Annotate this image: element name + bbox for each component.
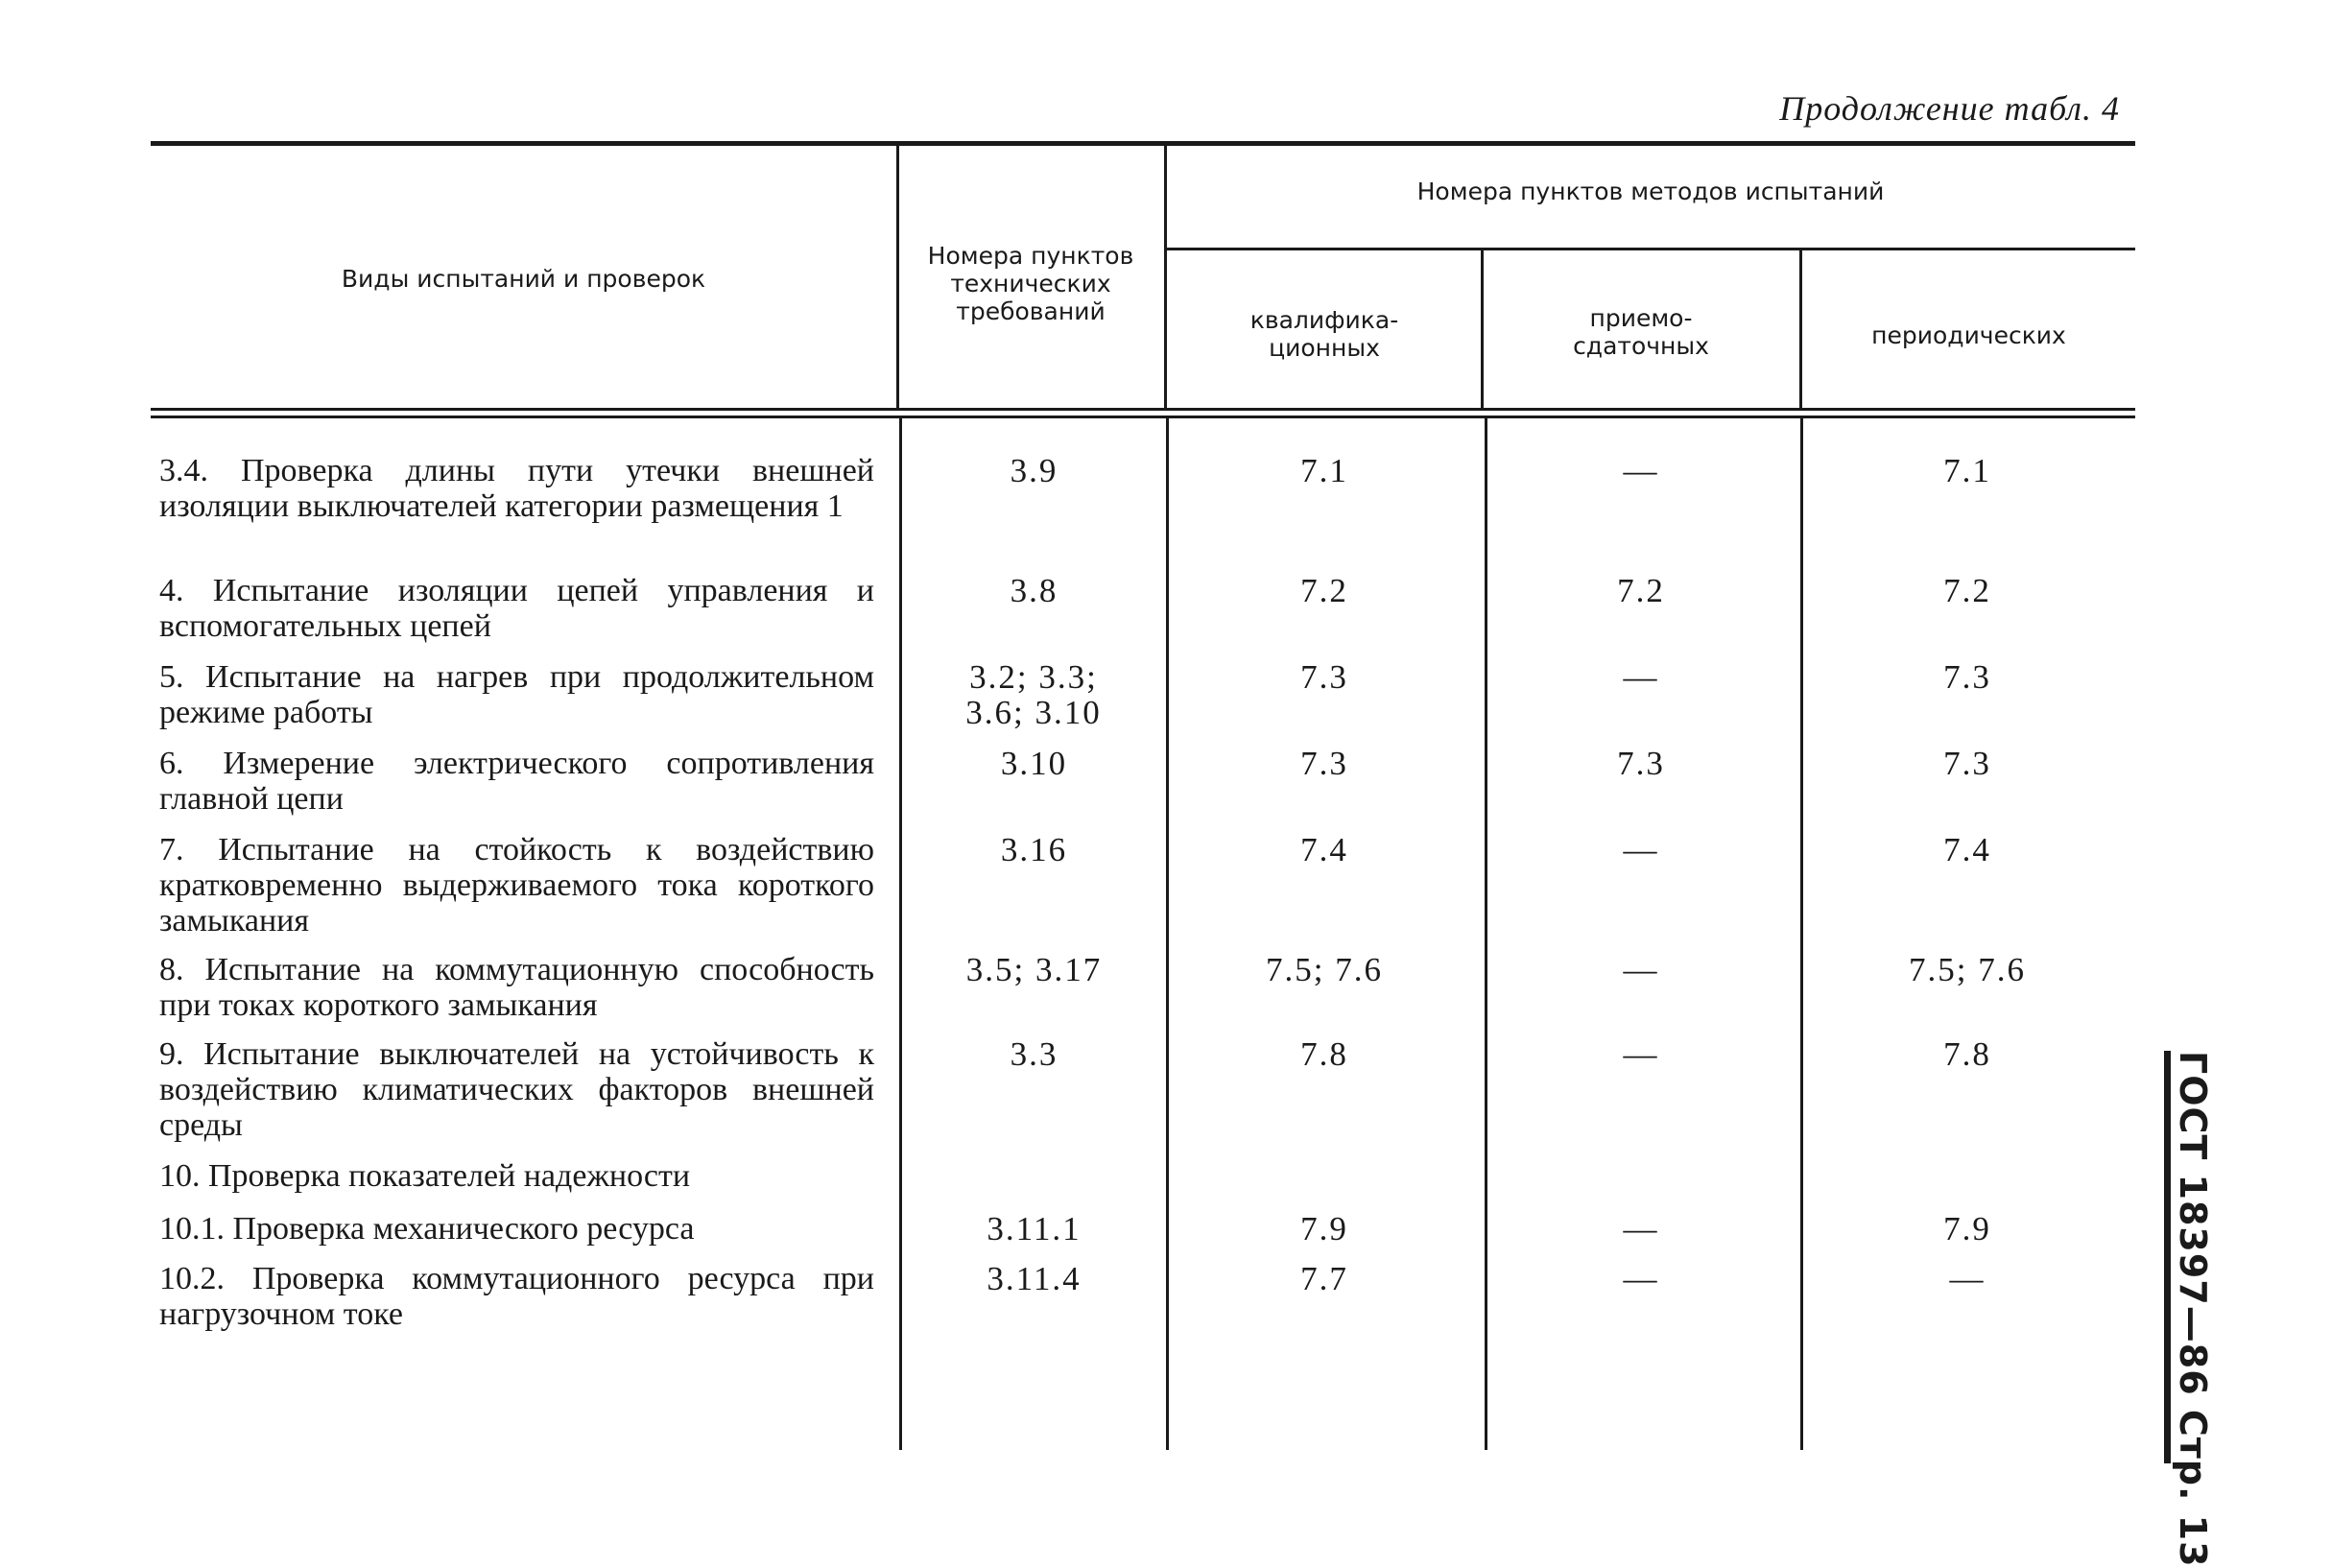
methods-subheader-rule bbox=[1166, 248, 2135, 250]
requirement-ref: 3.5; 3.17 bbox=[965, 951, 1103, 988]
periodic-ref: 7.9 bbox=[1943, 1210, 1991, 1247]
header-test-types: Виды испытаний и проверок bbox=[341, 265, 706, 293]
acceptance-ref: — bbox=[1623, 1210, 1659, 1247]
periodic-ref: — bbox=[1949, 1260, 1986, 1297]
qualification-ref: 7.4 bbox=[1300, 831, 1348, 868]
test-name: 9. Испытание выключателей на устойчивость к воздействию климатических факторов внешней среды bbox=[159, 1036, 874, 1143]
qualification-ref: 7.8 bbox=[1300, 1035, 1348, 1073]
test-name: 10.2. Проверка коммутационного ресурса при нагрузочном токе bbox=[159, 1261, 874, 1332]
side-standard-marker bbox=[2164, 1051, 2222, 1568]
acceptance-ref: — bbox=[1623, 1035, 1659, 1073]
qualification-ref: 7.5; 7.6 bbox=[1266, 951, 1383, 988]
acceptance-ref: — bbox=[1623, 951, 1659, 988]
test-name: 6. Измерение электрического сопротивления главной цепи bbox=[159, 746, 874, 817]
top-rule bbox=[151, 141, 2135, 146]
qualification-ref: 7.1 bbox=[1300, 452, 1348, 489]
qualification-ref: 7.9 bbox=[1300, 1210, 1348, 1247]
requirement-ref: 3.2; 3.3; 3.6; 3.10 bbox=[965, 658, 1102, 731]
col-divider-header-3 bbox=[1481, 250, 1484, 408]
qualification-ref: 7.7 bbox=[1300, 1260, 1348, 1297]
requirement-ref: 3.8 bbox=[1010, 572, 1058, 609]
test-name: 10.1. Проверка механического ресурса bbox=[159, 1211, 695, 1247]
periodic-ref: 7.5; 7.6 bbox=[1909, 951, 2026, 988]
test-name: 7. Испытание на стойкость к воздействию кратковременно выдерживаемого тока короткого замыкания bbox=[159, 832, 874, 938]
periodic-ref: 7.2 bbox=[1943, 572, 1991, 609]
side-marker-bar bbox=[2164, 1051, 2171, 1463]
qualification-ref: 7.3 bbox=[1300, 658, 1348, 696]
requirement-ref: 3.11.4 bbox=[987, 1260, 1082, 1297]
periodic-ref: 7.1 bbox=[1943, 452, 1991, 489]
qualification-ref: 7.3 bbox=[1300, 745, 1348, 782]
requirement-ref: 3.9 bbox=[1010, 452, 1058, 489]
requirement-ref: 3.3 bbox=[1010, 1035, 1058, 1073]
header-acceptance: приемо-сдаточных bbox=[1573, 304, 1709, 360]
acceptance-ref: 7.3 bbox=[1617, 745, 1665, 782]
periodic-ref: 7.3 bbox=[1943, 745, 1991, 782]
acceptance-ref: — bbox=[1623, 658, 1659, 696]
acceptance-ref: — bbox=[1623, 452, 1659, 489]
test-name: 10. Проверка показателей надежности bbox=[159, 1158, 691, 1194]
header-bottom-rule-1 bbox=[151, 408, 2135, 411]
acceptance-ref: — bbox=[1623, 831, 1659, 868]
periodic-ref: 7.3 bbox=[1943, 658, 1991, 696]
header-qualification: квалифика-ционных bbox=[1249, 306, 1399, 362]
header-bottom-rule-2 bbox=[151, 416, 2135, 418]
side-standard-label: ГОСТ 18397—86 Стр. 13 bbox=[2172, 1051, 2214, 1568]
acceptance-ref: 7.2 bbox=[1617, 572, 1665, 609]
requirement-ref: 3.16 bbox=[1000, 831, 1068, 868]
test-name: 8. Испытание на коммутационную способность при токах короткого замыкания bbox=[159, 952, 874, 1023]
test-name: 4. Испытание изоляции цепей управления и вспомогательных цепей bbox=[159, 573, 874, 644]
acceptance-ref: — bbox=[1623, 1260, 1659, 1297]
periodic-ref: 7.4 bbox=[1943, 831, 1991, 868]
test-name: 3.4. Проверка длины пути утечки внешней изоляции выключателей категории размещения 1 bbox=[159, 453, 874, 524]
header-test-methods: Номера пунктов методов испытаний bbox=[1416, 178, 1885, 205]
requirement-ref: 3.10 bbox=[1000, 745, 1068, 782]
requirement-ref: 3.11.1 bbox=[987, 1210, 1082, 1247]
test-name: 5. Испытание на нагрев при продолжительном режиме работы bbox=[159, 659, 874, 730]
periodic-ref: 7.8 bbox=[1943, 1035, 1991, 1073]
header-requirements: Номера пунктов технических требований bbox=[927, 242, 1134, 325]
col-divider-header-1 bbox=[896, 146, 899, 408]
header-periodic: периодических bbox=[1871, 321, 2066, 349]
continuation-title: Продолжение табл. 4 bbox=[1779, 89, 2120, 128]
col-divider-header-2 bbox=[1164, 146, 1167, 408]
qualification-ref: 7.2 bbox=[1300, 572, 1348, 609]
